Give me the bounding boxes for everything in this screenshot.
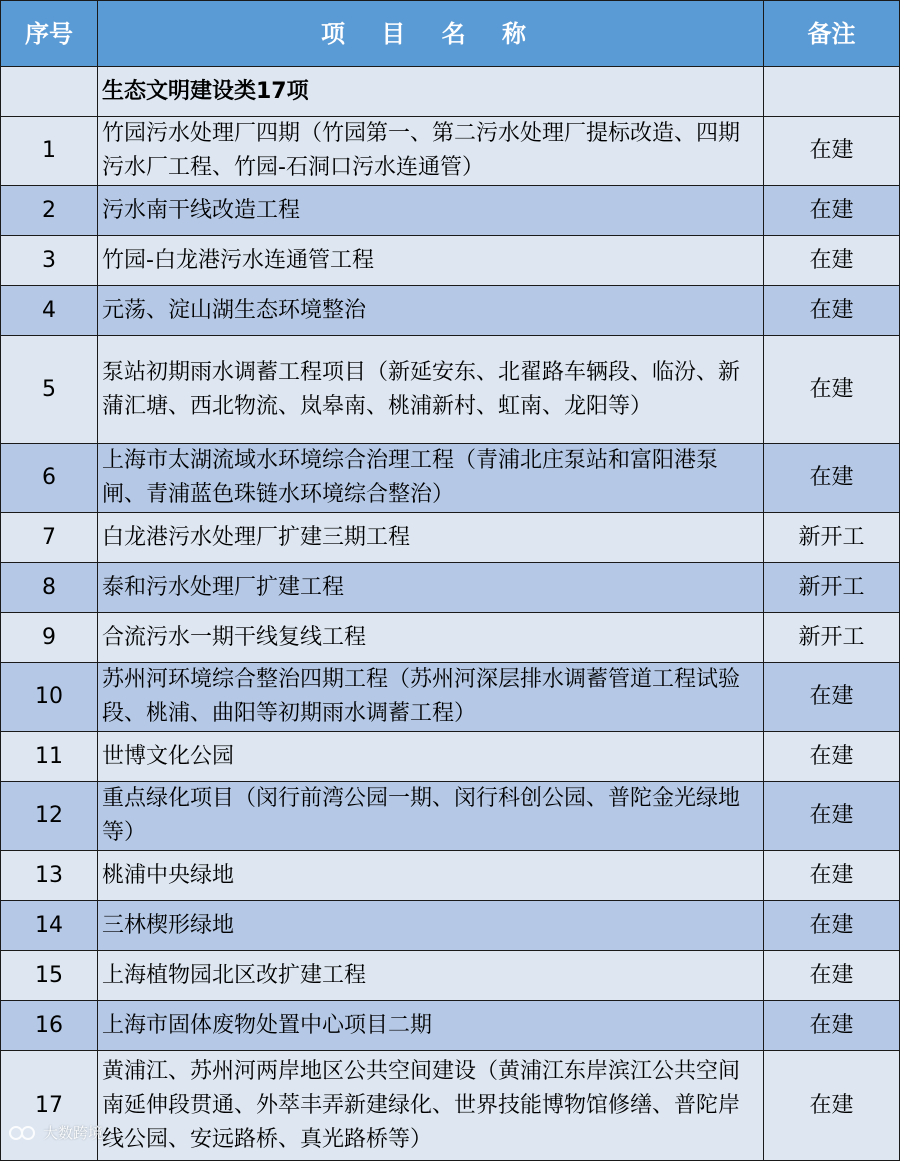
row-name: 世博文化公园 [98,732,764,782]
row-name: 泰和污水处理厂扩建工程 [98,563,764,613]
watermark [8,1122,103,1143]
watermark-text: 大数跨境 [43,1124,104,1142]
row-note: 在建 [764,663,900,732]
table-row [1,286,900,336]
header-note: 备注 [764,1,900,67]
row-note: 在建 [764,286,900,336]
section-title: 生态文明建设类17项 [98,67,764,117]
section-row [1,67,900,117]
table-row [1,236,900,286]
row-no: 14 [1,901,98,951]
table-row [1,613,900,663]
row-note: 在建 [764,951,900,1001]
row-no: 5 [1,336,98,444]
table-row [1,901,900,951]
row-no: 7 [1,513,98,563]
row-name: 黄浦江、苏州河两岸地区公共空间建设（黄浦江东岸滨江公共空间南延伸段贯通、外萃丰弄新建绿化、世界技能博物馆修缮、普陀岸线公园、安远路桥、真光路桥等） [98,1051,764,1161]
row-note: 在建 [764,336,900,444]
table-row [1,117,900,186]
row-note: 在建 [764,117,900,186]
row-note: 在建 [764,782,900,851]
row-name: 上海市固体废物处置中心项目二期 [98,1001,764,1051]
row-note: 在建 [764,851,900,901]
header-name: 项 目 名 称 [98,1,764,67]
row-name: 竹园-白龙港污水连通管工程 [98,236,764,286]
row-note: 新开工 [764,563,900,613]
row-name: 上海市太湖流域水环境综合治理工程（青浦北庄泵站和富阳港泵闸、青浦蓝色珠链水环境综合整治） [98,444,764,513]
row-no: 17 [1,1051,98,1161]
table-row [1,1051,900,1161]
table-row [1,663,900,732]
row-no: 9 [1,613,98,663]
row-name: 三林楔形绿地 [98,901,764,951]
row-no: 3 [1,236,98,286]
row-note: 在建 [764,732,900,782]
section-no-cell [1,67,98,117]
row-name: 桃浦中央绿地 [98,851,764,901]
table-row [1,732,900,782]
table-header-row [1,1,900,67]
row-name: 白龙港污水处理厂扩建三期工程 [98,513,764,563]
row-no: 15 [1,951,98,1001]
row-name: 上海植物园北区改扩建工程 [98,951,764,1001]
table-row [1,563,900,613]
row-no: 11 [1,732,98,782]
section-note-cell [764,67,900,117]
row-note: 在建 [764,186,900,236]
row-note: 在建 [764,444,900,513]
table-row [1,444,900,513]
row-note: 在建 [764,1001,900,1051]
row-no: 10 [1,663,98,732]
row-name: 泵站初期雨水调蓄工程项目（新延安东、北翟路车辆段、临汾、新蒲汇塘、西北物流、岚皋南、桃浦新村、虹南、龙阳等） [98,336,764,444]
row-name: 元荡、淀山湖生态环境整治 [98,286,764,336]
row-name: 竹园污水处理厂四期（竹园第一、第二污水处理厂提标改造、四期污水厂工程、竹园-石洞口污水连通管） [98,117,764,186]
row-name: 合流污水一期干线复线工程 [98,613,764,663]
row-no: 2 [1,186,98,236]
table-row [1,851,900,901]
row-no: 16 [1,1001,98,1051]
row-no: 4 [1,286,98,336]
header-no: 序号 [1,1,98,67]
row-name: 苏州河环境综合整治四期工程（苏州河深层排水调蓄管道工程试验段、桃浦、曲阳等初期雨水调蓄工程） [98,663,764,732]
row-note: 新开工 [764,613,900,663]
row-note: 在建 [764,901,900,951]
row-note: 在建 [764,236,900,286]
table-row [1,513,900,563]
table-row [1,186,900,236]
row-no: 8 [1,563,98,613]
table-row [1,782,900,851]
row-name: 重点绿化项目（闵行前湾公园一期、闵行科创公园、普陀金光绿地等） [98,782,764,851]
row-no: 13 [1,851,98,901]
row-no: 12 [1,782,98,851]
row-name: 污水南干线改造工程 [98,186,764,236]
row-note: 新开工 [764,513,900,563]
brand-logo-icon [8,1124,38,1142]
table-row [1,1001,900,1051]
row-no: 6 [1,444,98,513]
table-row [1,951,900,1001]
row-note: 在建 [764,1051,900,1161]
table-row [1,336,900,444]
row-no: 1 [1,117,98,186]
